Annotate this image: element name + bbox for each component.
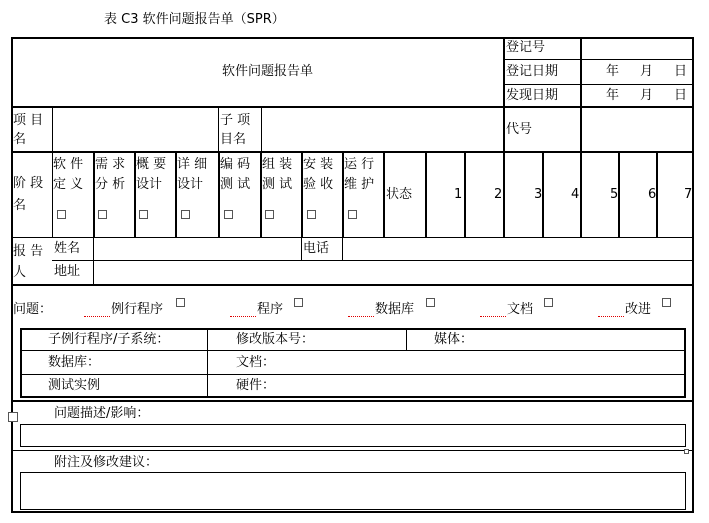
problem-label: 问题： [13, 302, 53, 317]
address-label: 地址 [54, 264, 81, 279]
row-line [11, 284, 694, 286]
option-routine: 例行程序 [111, 302, 164, 317]
status-6: 6 [648, 187, 657, 202]
form-caption: 表 C3 软件问题报告单（SPR） [104, 12, 285, 27]
col-line [342, 237, 343, 261]
header-line [503, 84, 693, 85]
code-field[interactable] [582, 107, 692, 151]
project-name-label: 项 目 名 [13, 113, 44, 147]
spell-underline [84, 313, 110, 317]
form-title: 软件问题报告单 [222, 64, 314, 79]
status-label: 状态 [386, 187, 413, 202]
notes-label: 附注及修改建议： [54, 455, 159, 470]
status-col-line [464, 151, 466, 238]
document-field-label: 文档： [236, 355, 276, 370]
reg-date-label: 登记日期 [506, 64, 559, 79]
phase-checkbox[interactable] [348, 210, 357, 219]
phase-acceptance: 安 装 验 收 [303, 157, 334, 192]
status-col-line [656, 151, 658, 238]
media-label: 媒体： [434, 332, 474, 347]
name-field[interactable] [95, 239, 300, 259]
status-2: 2 [494, 187, 503, 202]
phase-checkbox[interactable] [98, 210, 107, 219]
status-col-line [580, 151, 582, 238]
routine-checkbox[interactable] [176, 298, 185, 307]
subroutine-label: 子例行程序/子系统： [48, 332, 170, 347]
phase-checkbox[interactable] [265, 210, 274, 219]
status-7: 7 [684, 187, 693, 202]
status-4: 4 [571, 187, 580, 202]
row-line [11, 237, 694, 238]
status-col-line [618, 151, 620, 238]
option-improvement: 改进 [625, 302, 652, 317]
option-program: 程序 [257, 302, 284, 317]
phase-coding-test: 编 码 测 试 [220, 157, 251, 192]
reg-date-day: 日 [674, 64, 688, 79]
table-move-handle-icon[interactable] [8, 412, 18, 422]
found-date-year: 年 [606, 88, 620, 103]
program-checkbox[interactable] [294, 298, 303, 307]
status-col-line [542, 151, 544, 238]
resize-handle-icon[interactable] [684, 449, 689, 454]
row-line [11, 151, 694, 153]
phase-checkbox[interactable] [224, 210, 233, 219]
option-document: 文档 [507, 302, 534, 317]
improvement-checkbox[interactable] [662, 298, 671, 307]
row-line [11, 400, 694, 402]
description-label: 问题描述/影响： [54, 406, 150, 421]
revision-label: 修改版本号： [236, 332, 315, 347]
col-line [93, 237, 94, 284]
code-label: 代号 [506, 122, 533, 137]
phase-definition: 软 件 定 义 [53, 157, 84, 192]
database-checkbox[interactable] [426, 298, 435, 307]
col-line [207, 328, 208, 398]
spell-underline [348, 313, 374, 317]
sub-project-label: 子 项 目名 [220, 113, 251, 147]
row-line [20, 350, 686, 351]
found-date-month: 月 [640, 88, 654, 103]
phase-maintenance: 运 行 维 护 [344, 157, 375, 192]
row-line [11, 450, 694, 451]
reg-date-month: 月 [640, 64, 654, 79]
project-name-field[interactable] [53, 107, 217, 151]
status-1: 1 [454, 187, 463, 202]
database-field-label: 数据库： [48, 355, 101, 370]
col-line [406, 328, 407, 350]
phase-checkbox[interactable] [181, 210, 190, 219]
phase-label: 阶 段 名 [13, 176, 44, 213]
name-label: 姓名 [54, 241, 81, 256]
frame-top [11, 37, 694, 39]
row-line [52, 260, 693, 261]
row-line [20, 374, 686, 375]
hardware-label: 硬件： [236, 378, 276, 393]
phase-checkbox[interactable] [139, 210, 148, 219]
reg-date-year: 年 [606, 64, 620, 79]
found-date-day: 日 [674, 88, 688, 103]
phase-checkbox[interactable] [57, 210, 66, 219]
frame-bottom [11, 511, 694, 513]
spell-underline [480, 313, 506, 317]
header-divider [503, 37, 505, 237]
phase-integration-test: 组 装 测 试 [262, 157, 293, 192]
option-database: 数据库 [375, 302, 415, 317]
sub-project-field[interactable] [262, 107, 502, 151]
frame-right [692, 37, 694, 513]
status-5: 5 [610, 187, 619, 202]
phase-outline-design: 概 要 设计 [136, 157, 167, 192]
spell-underline [598, 313, 624, 317]
status-col-line [425, 151, 427, 238]
col-line [218, 106, 219, 152]
found-date-label: 发现日期 [506, 88, 559, 103]
description-field[interactable] [20, 424, 686, 447]
header-line [503, 59, 693, 60]
phone-label: 电话 [303, 241, 330, 256]
status-3: 3 [534, 187, 543, 202]
phase-checkbox[interactable] [307, 210, 316, 219]
phone-field[interactable] [344, 239, 691, 259]
test-case-label: 测试实例 [48, 378, 101, 393]
phase-requirements: 需 求 分 析 [95, 157, 126, 192]
notes-field[interactable] [20, 472, 686, 510]
phase-detailed-design: 详 细 设计 [177, 157, 208, 192]
col-line [301, 237, 302, 261]
spell-underline [230, 313, 256, 317]
document-checkbox[interactable] [544, 298, 553, 307]
reg-no-label: 登记号 [506, 40, 546, 55]
reporter-label: 报 告 人 [13, 244, 44, 280]
address-field[interactable] [95, 262, 691, 282]
